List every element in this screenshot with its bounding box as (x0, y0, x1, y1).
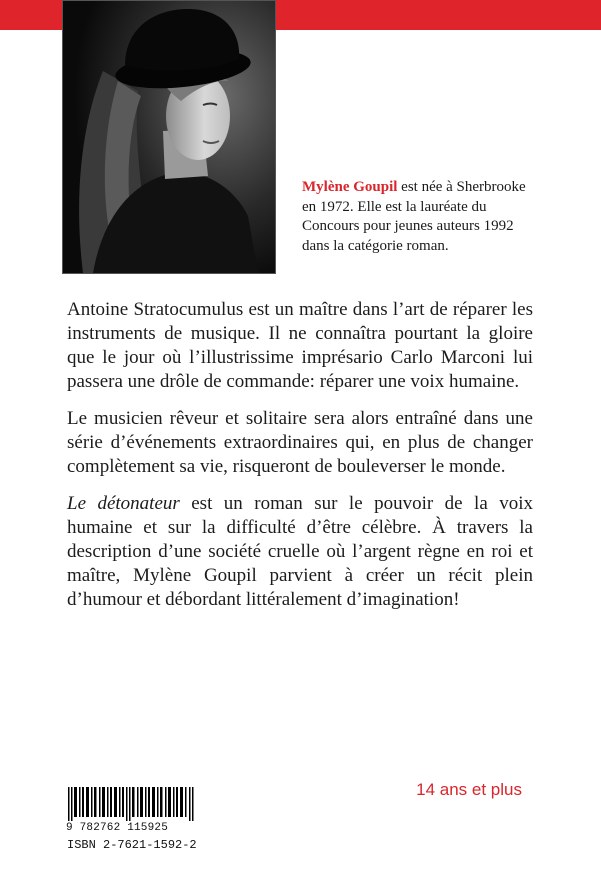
book-title: Le détonateur (67, 493, 180, 514)
barcode (68, 787, 196, 821)
synopsis (67, 298, 533, 625)
author-photo (62, 0, 276, 274)
author-name: Mylène Goupil (302, 179, 398, 195)
isbn-label: ISBN 2-7621-1592-2 (67, 838, 197, 852)
synopsis-paragraph-3 (67, 492, 533, 612)
synopsis-paragraph-3-text: est un roman sur le pouvoir de la voix humaine et sur la difficulté d’être célèbre. À travers la description d’une société cruelle où l’argent règne en roi et maître, Mylène Goupil parvient à créer un récit plein d’humour et débordant littéralement d’imagination! (67, 493, 533, 610)
author-bio-text: est née à Sherbrooke en 1972. Elle est la lauréate du Concours pour jeunes auteurs 1992 dans la catégorie roman. (302, 179, 526, 254)
synopsis-paragraph-2: Le musicien rêveur et solitaire sera alors entraîné dans une série d’événements extraordinaires qui, en plus de changer complètement sa vie, risqueront de bouleverser le monde. (67, 408, 533, 477)
author-bio (302, 178, 542, 256)
barcode-digits: 9 782762 115925 (66, 822, 169, 834)
synopsis-paragraph-1: Antoine Stratocumulus est un maître dans l’art de réparer les instruments de musique. Il ne connaîtra pourtant la gloire que le jour où l’illustrissime imprésario Carlo Marconi lui passera une drôle de commande: réparer une voix humaine. (67, 299, 533, 392)
age-rating: 14 ans et plus (416, 780, 522, 799)
